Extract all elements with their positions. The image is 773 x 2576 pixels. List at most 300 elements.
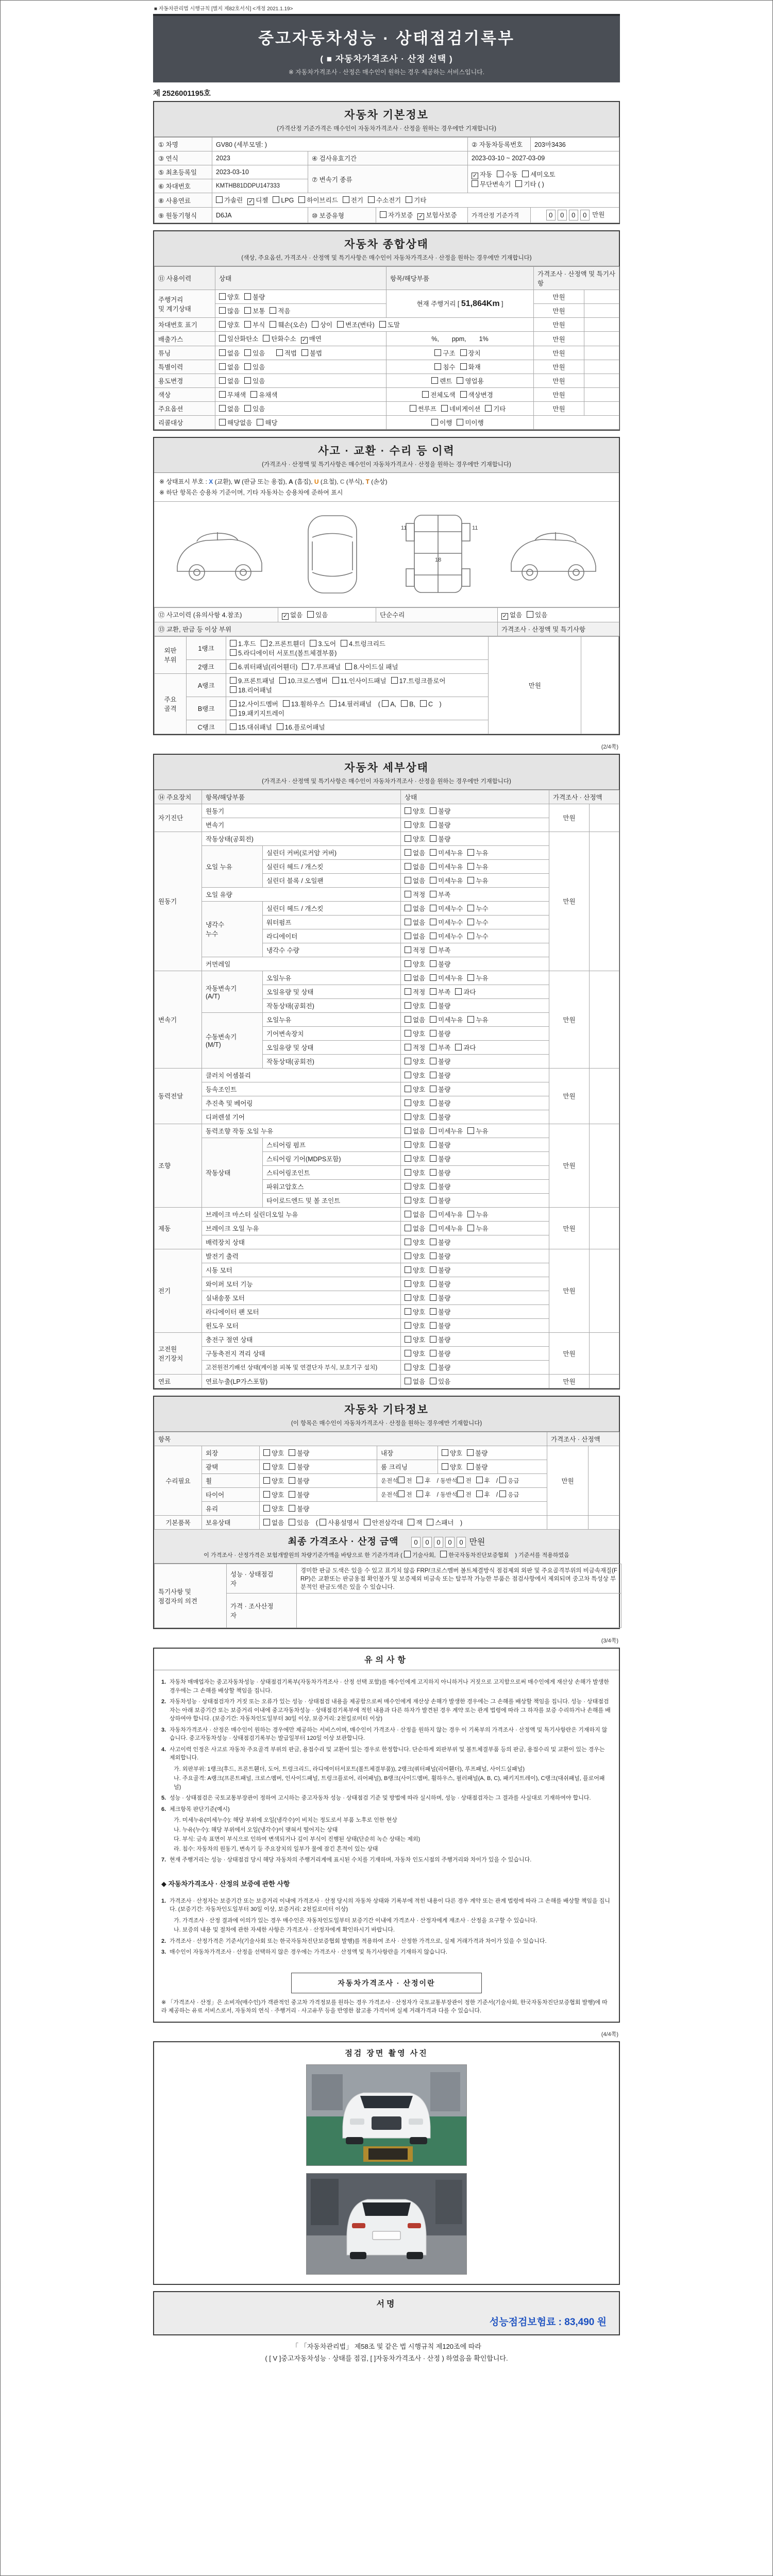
unchecked-checkbox-icon[interactable]: [499, 1490, 506, 1497]
unchecked-checkbox-icon[interactable]: [467, 1449, 474, 1456]
checkbox-스패너[interactable]: [427, 1518, 453, 1527]
unchecked-checkbox-icon[interactable]: [405, 1058, 411, 1064]
unchecked-checkbox-icon[interactable]: [430, 835, 436, 842]
checkbox-불량[interactable]: [430, 1307, 450, 1316]
unchecked-checkbox-icon[interactable]: [430, 974, 436, 981]
checkbox-없음[interactable]: [405, 848, 425, 857]
unchecked-checkbox-icon[interactable]: [430, 1058, 436, 1064]
unchecked-checkbox-icon[interactable]: [430, 1266, 436, 1273]
unchecked-checkbox-icon[interactable]: [405, 1169, 411, 1176]
checkbox-미세누수[interactable]: [430, 931, 463, 941]
unchecked-checkbox-icon[interactable]: [244, 349, 251, 356]
checkbox-없음[interactable]: [405, 973, 425, 982]
unchecked-checkbox-icon[interactable]: [430, 821, 436, 828]
unchecked-checkbox-icon[interactable]: [430, 1044, 436, 1050]
unchecked-checkbox-icon[interactable]: [405, 1308, 411, 1315]
checkbox-불량[interactable]: [244, 292, 265, 301]
checkbox-미세누유[interactable]: [430, 848, 463, 857]
unchecked-checkbox-icon[interactable]: [430, 1364, 436, 1370]
checkbox-상이[interactable]: [312, 320, 332, 329]
unchecked-checkbox-icon[interactable]: [230, 686, 237, 693]
checkbox-탄화수소[interactable]: [263, 334, 296, 343]
unchecked-checkbox-icon[interactable]: [398, 1477, 405, 1483]
checkbox-기술사회,[interactable]: [404, 1551, 436, 1559]
checkbox-없음[interactable]: [405, 862, 425, 871]
unchecked-checkbox-icon[interactable]: [467, 1225, 474, 1231]
checkbox-불량[interactable]: [430, 1084, 450, 1094]
checkbox-양호[interactable]: [405, 1349, 425, 1358]
checkbox-없음[interactable]: [219, 362, 240, 371]
checkbox-양호[interactable]: [219, 320, 240, 329]
checkbox-적법[interactable]: [276, 348, 297, 358]
unchecked-checkbox-icon[interactable]: [467, 1463, 474, 1470]
checkbox-B,[interactable]: [401, 700, 415, 708]
unchecked-checkbox-icon[interactable]: [320, 1519, 326, 1526]
checkbox-16.플로어패널[interactable]: [277, 722, 325, 732]
checkbox-없음[interactable]: [405, 1224, 425, 1233]
unchecked-checkbox-icon[interactable]: [467, 1211, 474, 1217]
checkbox-양호[interactable]: [405, 1140, 425, 1149]
unchecked-checkbox-icon[interactable]: [332, 677, 339, 684]
unchecked-checkbox-icon[interactable]: [405, 1197, 411, 1204]
checkbox-있음[interactable]: [527, 610, 547, 619]
unchecked-checkbox-icon[interactable]: [467, 1127, 474, 1134]
unchecked-checkbox-icon[interactable]: [430, 1016, 436, 1023]
checkbox-불량[interactable]: [430, 1182, 450, 1191]
checkbox-14.필러패널[interactable]: [330, 699, 372, 708]
checkbox-불량[interactable]: [467, 1448, 488, 1458]
checkbox-불량[interactable]: [289, 1504, 309, 1513]
checkbox-불량[interactable]: [430, 806, 450, 816]
checkbox-누유[interactable]: [467, 862, 488, 871]
unchecked-checkbox-icon[interactable]: [430, 891, 436, 897]
checkbox-불량[interactable]: [430, 1251, 450, 1261]
unchecked-checkbox-icon[interactable]: [405, 1099, 411, 1106]
checkbox-누수[interactable]: [467, 918, 488, 927]
checkbox-불량[interactable]: [430, 1154, 450, 1163]
unchecked-checkbox-icon[interactable]: [330, 700, 337, 707]
checkbox-15.대쉬패널[interactable]: [230, 722, 272, 732]
unchecked-checkbox-icon[interactable]: [391, 677, 398, 684]
unchecked-checkbox-icon[interactable]: [467, 849, 474, 856]
checkbox-안전삼각대[interactable]: [364, 1518, 403, 1527]
unchecked-checkbox-icon[interactable]: [405, 1252, 411, 1259]
checkbox-적음[interactable]: [270, 306, 290, 315]
checkbox-보통[interactable]: [244, 306, 265, 315]
unchecked-checkbox-icon[interactable]: [430, 1211, 436, 1217]
unchecked-checkbox-icon[interactable]: [405, 891, 411, 897]
checkbox-11.인사이드패널[interactable]: [332, 676, 386, 685]
checkbox-미세누유[interactable]: [430, 876, 463, 885]
unchecked-checkbox-icon[interactable]: [527, 611, 533, 618]
unchecked-checkbox-icon[interactable]: [405, 1350, 411, 1357]
checkbox-불량[interactable]: [430, 1349, 450, 1358]
checkbox-양호[interactable]: [405, 1251, 425, 1261]
checkbox-없음[interactable]: [405, 1377, 425, 1386]
unchecked-checkbox-icon[interactable]: [430, 1280, 436, 1287]
checkbox-불량[interactable]: [430, 1293, 450, 1302]
unchecked-checkbox-icon[interactable]: [216, 196, 223, 203]
unchecked-checkbox-icon[interactable]: [430, 919, 436, 925]
checkbox-전기[interactable]: [343, 195, 363, 205]
checkbox-수소전기[interactable]: [368, 195, 401, 205]
unchecked-checkbox-icon[interactable]: [219, 293, 226, 300]
unchecked-checkbox-icon[interactable]: [382, 700, 389, 707]
unchecked-checkbox-icon[interactable]: [405, 1030, 411, 1037]
unchecked-checkbox-icon[interactable]: [467, 1016, 474, 1023]
unchecked-checkbox-icon[interactable]: [244, 363, 251, 370]
checkbox-응급[interactable]: [499, 1490, 519, 1499]
checkbox-전[interactable]: [457, 1477, 471, 1485]
unchecked-checkbox-icon[interactable]: [404, 1551, 411, 1557]
unchecked-checkbox-icon[interactable]: [467, 933, 474, 939]
unchecked-checkbox-icon[interactable]: [230, 700, 237, 707]
unchecked-checkbox-icon[interactable]: [467, 974, 474, 981]
checkbox-부족[interactable]: [430, 890, 450, 899]
unchecked-checkbox-icon[interactable]: [472, 180, 478, 187]
unchecked-checkbox-icon[interactable]: [279, 677, 286, 684]
checkbox-전체도색[interactable]: [422, 390, 455, 399]
checkbox-장치[interactable]: [460, 348, 481, 358]
checkbox-부족[interactable]: [430, 987, 450, 996]
unchecked-checkbox-icon[interactable]: [405, 1378, 411, 1384]
checkbox-일산화탄소[interactable]: [219, 334, 258, 343]
checkbox-세미오토[interactable]: [522, 170, 555, 179]
unchecked-checkbox-icon[interactable]: [263, 1491, 270, 1498]
checkbox-불량[interactable]: [430, 1238, 450, 1247]
checkbox-불량[interactable]: [430, 1321, 450, 1330]
checkbox-응급[interactable]: [499, 1477, 519, 1485]
unchecked-checkbox-icon[interactable]: [430, 988, 436, 995]
unchecked-checkbox-icon[interactable]: [405, 1225, 411, 1231]
checkbox-양호[interactable]: [263, 1462, 284, 1471]
unchecked-checkbox-icon[interactable]: [416, 1490, 423, 1497]
checkbox-양호[interactable]: [405, 1168, 425, 1177]
unchecked-checkbox-icon[interactable]: [244, 377, 251, 384]
checkbox-불법[interactable]: [301, 348, 322, 358]
checkbox-양호[interactable]: [263, 1490, 284, 1499]
checkbox-양호[interactable]: [405, 1084, 425, 1094]
checkbox-후[interactable]: [476, 1490, 490, 1499]
unchecked-checkbox-icon[interactable]: [405, 1294, 411, 1301]
unchecked-checkbox-icon[interactable]: [244, 293, 251, 300]
checkbox-불량[interactable]: [430, 1001, 450, 1010]
unchecked-checkbox-icon[interactable]: [263, 1449, 270, 1456]
unchecked-checkbox-icon[interactable]: [230, 709, 237, 716]
checkbox-후[interactable]: [416, 1490, 430, 1499]
unchecked-checkbox-icon[interactable]: [263, 1477, 270, 1484]
unchecked-checkbox-icon[interactable]: [405, 1016, 411, 1023]
checkbox-매연[interactable]: [301, 334, 322, 344]
checkbox-양호[interactable]: [405, 1265, 425, 1275]
checked-checkbox-icon[interactable]: [501, 613, 508, 620]
checkbox-양호[interactable]: [405, 1001, 425, 1010]
checkbox-19.패키지트레이[interactable]: [230, 708, 284, 718]
checkbox-미세누유[interactable]: [430, 973, 463, 982]
unchecked-checkbox-icon[interactable]: [442, 1463, 448, 1470]
unchecked-checkbox-icon[interactable]: [485, 405, 492, 412]
checkbox-없음[interactable]: [282, 610, 303, 620]
checkbox-누유[interactable]: [467, 1210, 488, 1219]
checkbox-부식[interactable]: [244, 320, 265, 329]
checkbox-양호[interactable]: [405, 1057, 425, 1066]
unchecked-checkbox-icon[interactable]: [430, 960, 436, 967]
checkbox-1.후드[interactable]: [230, 639, 256, 648]
unchecked-checkbox-icon[interactable]: [405, 877, 411, 884]
unchecked-checkbox-icon[interactable]: [405, 1044, 411, 1050]
checkbox-17.트렁크플로어[interactable]: [391, 676, 446, 685]
checkbox-양호[interactable]: [405, 1112, 425, 1122]
unchecked-checkbox-icon[interactable]: [457, 1490, 464, 1497]
unchecked-checkbox-icon[interactable]: [398, 1490, 405, 1497]
checkbox-없음[interactable]: [219, 376, 240, 385]
unchecked-checkbox-icon[interactable]: [219, 419, 226, 426]
checkbox-수동[interactable]: [497, 170, 517, 179]
unchecked-checkbox-icon[interactable]: [263, 1519, 270, 1526]
unchecked-checkbox-icon[interactable]: [430, 1322, 436, 1329]
checkbox-C[interactable]: [420, 700, 433, 708]
unchecked-checkbox-icon[interactable]: [230, 677, 237, 684]
checkbox-보험사보증[interactable]: [417, 210, 457, 220]
unchecked-checkbox-icon[interactable]: [430, 1350, 436, 1357]
unchecked-checkbox-icon[interactable]: [405, 835, 411, 842]
checkbox-양호[interactable]: [405, 820, 425, 829]
checkbox-양호[interactable]: [263, 1504, 284, 1513]
unchecked-checkbox-icon[interactable]: [460, 391, 467, 398]
unchecked-checkbox-icon[interactable]: [219, 391, 226, 398]
checkbox-양호[interactable]: [442, 1462, 462, 1471]
unchecked-checkbox-icon[interactable]: [405, 1211, 411, 1217]
checkbox-양호[interactable]: [405, 1154, 425, 1163]
checkbox-없음[interactable]: [219, 348, 240, 358]
checkbox-있음[interactable]: [244, 376, 265, 385]
unchecked-checkbox-icon[interactable]: [515, 180, 522, 187]
unchecked-checkbox-icon[interactable]: [431, 419, 438, 426]
checkbox-불량[interactable]: [430, 1335, 450, 1344]
unchecked-checkbox-icon[interactable]: [219, 405, 226, 412]
checked-checkbox-icon[interactable]: [417, 213, 424, 220]
checkbox-양호[interactable]: [405, 834, 425, 843]
checkbox-불량[interactable]: [430, 1112, 450, 1122]
unchecked-checkbox-icon[interactable]: [405, 946, 411, 953]
unchecked-checkbox-icon[interactable]: [219, 377, 226, 384]
unchecked-checkbox-icon[interactable]: [441, 405, 448, 412]
unchecked-checkbox-icon[interactable]: [289, 1449, 295, 1456]
unchecked-checkbox-icon[interactable]: [410, 405, 416, 412]
unchecked-checkbox-icon[interactable]: [405, 1266, 411, 1273]
checkbox-있음[interactable]: [244, 348, 265, 358]
unchecked-checkbox-icon[interactable]: [345, 663, 352, 670]
unchecked-checkbox-icon[interactable]: [405, 1002, 411, 1009]
unchecked-checkbox-icon[interactable]: [289, 1463, 295, 1470]
unchecked-checkbox-icon[interactable]: [289, 1519, 295, 1526]
checkbox-전[interactable]: [398, 1477, 412, 1485]
checked-checkbox-icon[interactable]: [282, 613, 289, 620]
unchecked-checkbox-icon[interactable]: [219, 321, 226, 328]
checkbox-불량[interactable]: [430, 1168, 450, 1177]
unchecked-checkbox-icon[interactable]: [230, 649, 237, 656]
unchecked-checkbox-icon[interactable]: [368, 196, 375, 203]
checkbox-없음[interactable]: [405, 1015, 425, 1024]
checkbox-불량[interactable]: [289, 1490, 309, 1499]
checkbox-불량[interactable]: [467, 1462, 488, 1471]
unchecked-checkbox-icon[interactable]: [289, 1491, 295, 1498]
unchecked-checkbox-icon[interactable]: [460, 349, 467, 356]
checkbox-불량[interactable]: [430, 1029, 450, 1038]
checkbox-불량[interactable]: [289, 1448, 309, 1458]
checkbox-양호[interactable]: [405, 1279, 425, 1289]
unchecked-checkbox-icon[interactable]: [430, 1086, 436, 1092]
unchecked-checkbox-icon[interactable]: [405, 1113, 411, 1120]
checkbox-불량[interactable]: [430, 820, 450, 829]
checkbox-디젤[interactable]: [247, 195, 268, 205]
unchecked-checkbox-icon[interactable]: [430, 1183, 436, 1190]
checkbox-미세누유[interactable]: [430, 1210, 463, 1219]
unchecked-checkbox-icon[interactable]: [289, 1505, 295, 1512]
checkbox-영업용[interactable]: [457, 376, 483, 385]
checkbox-적정[interactable]: [405, 1043, 425, 1052]
checkbox-누유[interactable]: [467, 1015, 488, 1024]
checkbox-한국자동차진단보증협회[interactable]: [440, 1551, 509, 1559]
checkbox-미세누수[interactable]: [430, 904, 463, 913]
unchecked-checkbox-icon[interactable]: [430, 1294, 436, 1301]
unchecked-checkbox-icon[interactable]: [434, 363, 441, 370]
unchecked-checkbox-icon[interactable]: [405, 974, 411, 981]
unchecked-checkbox-icon[interactable]: [405, 905, 411, 911]
checkbox-12.사이드멤버[interactable]: [230, 699, 278, 708]
checkbox-없음[interactable]: [405, 918, 425, 927]
unchecked-checkbox-icon[interactable]: [455, 1044, 462, 1050]
unchecked-checkbox-icon[interactable]: [430, 1030, 436, 1037]
unchecked-checkbox-icon[interactable]: [405, 1141, 411, 1148]
checkbox-A,[interactable]: [382, 700, 396, 708]
unchecked-checkbox-icon[interactable]: [457, 377, 463, 384]
checkbox-불량[interactable]: [430, 1363, 450, 1372]
unchecked-checkbox-icon[interactable]: [250, 391, 257, 398]
checkbox-렌트[interactable]: [431, 376, 452, 385]
checkbox-미세누유[interactable]: [430, 1224, 463, 1233]
unchecked-checkbox-icon[interactable]: [405, 1086, 411, 1092]
checkbox-있음[interactable]: [289, 1518, 309, 1527]
unchecked-checkbox-icon[interactable]: [457, 1477, 464, 1483]
checkbox-후[interactable]: [476, 1477, 490, 1485]
unchecked-checkbox-icon[interactable]: [497, 171, 503, 177]
checkbox-불량[interactable]: [430, 1196, 450, 1205]
checkbox-하이브리드[interactable]: [298, 195, 338, 205]
unchecked-checkbox-icon[interactable]: [401, 700, 408, 707]
unchecked-checkbox-icon[interactable]: [263, 1463, 270, 1470]
checkbox-양호[interactable]: [442, 1448, 462, 1458]
checkbox-양호[interactable]: [405, 1335, 425, 1344]
unchecked-checkbox-icon[interactable]: [430, 1225, 436, 1231]
checkbox-있음[interactable]: [307, 610, 328, 619]
checkbox-부족[interactable]: [430, 945, 450, 955]
unchecked-checkbox-icon[interactable]: [263, 1505, 270, 1512]
checkbox-기타[interactable]: [485, 404, 506, 413]
unchecked-checkbox-icon[interactable]: [244, 405, 251, 412]
unchecked-checkbox-icon[interactable]: [219, 307, 226, 314]
checkbox-훼손(오손)[interactable]: [270, 320, 307, 329]
unchecked-checkbox-icon[interactable]: [380, 211, 386, 218]
checkbox-4.트렁크리드[interactable]: [341, 639, 385, 648]
checkbox-7.루프패널[interactable]: [302, 662, 341, 671]
checkbox-불량[interactable]: [430, 1279, 450, 1289]
checkbox-전[interactable]: [457, 1490, 471, 1499]
checkbox-화재[interactable]: [460, 362, 481, 371]
unchecked-checkbox-icon[interactable]: [430, 1336, 436, 1343]
unchecked-checkbox-icon[interactable]: [301, 349, 308, 356]
checkbox-무채색[interactable]: [219, 390, 246, 399]
checkbox-불량[interactable]: [430, 1098, 450, 1108]
unchecked-checkbox-icon[interactable]: [430, 1252, 436, 1259]
unchecked-checkbox-icon[interactable]: [219, 363, 226, 370]
checkbox-18.리어패널[interactable]: [230, 685, 272, 694]
unchecked-checkbox-icon[interactable]: [405, 1127, 411, 1134]
unchecked-checkbox-icon[interactable]: [406, 196, 412, 203]
unchecked-checkbox-icon[interactable]: [405, 988, 411, 995]
checkbox-미세누수[interactable]: [430, 918, 463, 927]
checkbox-양호[interactable]: [405, 1071, 425, 1080]
unchecked-checkbox-icon[interactable]: [499, 1477, 506, 1483]
checkbox-미세누유[interactable]: [430, 1126, 463, 1136]
unchecked-checkbox-icon[interactable]: [476, 1477, 483, 1483]
checkbox-누유[interactable]: [467, 1126, 488, 1136]
checkbox-후[interactable]: [416, 1477, 430, 1485]
checkbox-13.휠하우스[interactable]: [283, 699, 325, 708]
checkbox-유채색[interactable]: [250, 390, 277, 399]
unchecked-checkbox-icon[interactable]: [405, 807, 411, 814]
checkbox-양호[interactable]: [405, 1307, 425, 1316]
checkbox-누수[interactable]: [467, 931, 488, 941]
unchecked-checkbox-icon[interactable]: [430, 1141, 436, 1148]
unchecked-checkbox-icon[interactable]: [408, 1519, 414, 1526]
unchecked-checkbox-icon[interactable]: [430, 1002, 436, 1009]
unchecked-checkbox-icon[interactable]: [343, 196, 349, 203]
unchecked-checkbox-icon[interactable]: [430, 877, 436, 884]
checkbox-불량[interactable]: [430, 1071, 450, 1080]
unchecked-checkbox-icon[interactable]: [337, 321, 344, 328]
unchecked-checkbox-icon[interactable]: [302, 663, 309, 670]
unchecked-checkbox-icon[interactable]: [430, 807, 436, 814]
checkbox-네비게이션[interactable]: [441, 404, 480, 413]
unchecked-checkbox-icon[interactable]: [405, 1155, 411, 1162]
unchecked-checkbox-icon[interactable]: [312, 321, 318, 328]
checkbox-썬루프[interactable]: [410, 404, 436, 413]
checkbox-불량[interactable]: [289, 1476, 309, 1485]
unchecked-checkbox-icon[interactable]: [416, 1477, 423, 1483]
unchecked-checkbox-icon[interactable]: [455, 988, 462, 995]
unchecked-checkbox-icon[interactable]: [405, 1239, 411, 1245]
checkbox-자가보증[interactable]: [380, 210, 413, 219]
unchecked-checkbox-icon[interactable]: [219, 335, 226, 342]
checked-checkbox-icon[interactable]: [247, 198, 254, 205]
unchecked-checkbox-icon[interactable]: [431, 377, 438, 384]
checkbox-구조[interactable]: [434, 348, 455, 358]
unchecked-checkbox-icon[interactable]: [289, 1477, 295, 1484]
checkbox-8.사이드실 패널[interactable]: [345, 662, 398, 671]
unchecked-checkbox-icon[interactable]: [405, 933, 411, 939]
checkbox-양호[interactable]: [405, 806, 425, 816]
checkbox-없음[interactable]: [263, 1518, 284, 1527]
checkbox-LPG[interactable]: [273, 196, 294, 204]
checkbox-양호[interactable]: [405, 1182, 425, 1191]
checkbox-있음[interactable]: [430, 1377, 450, 1386]
checkbox-2.프론트휀더[interactable]: [261, 639, 306, 648]
checkbox-도말[interactable]: [379, 320, 400, 329]
unchecked-checkbox-icon[interactable]: [244, 321, 251, 328]
unchecked-checkbox-icon[interactable]: [283, 700, 290, 707]
unchecked-checkbox-icon[interactable]: [405, 821, 411, 828]
